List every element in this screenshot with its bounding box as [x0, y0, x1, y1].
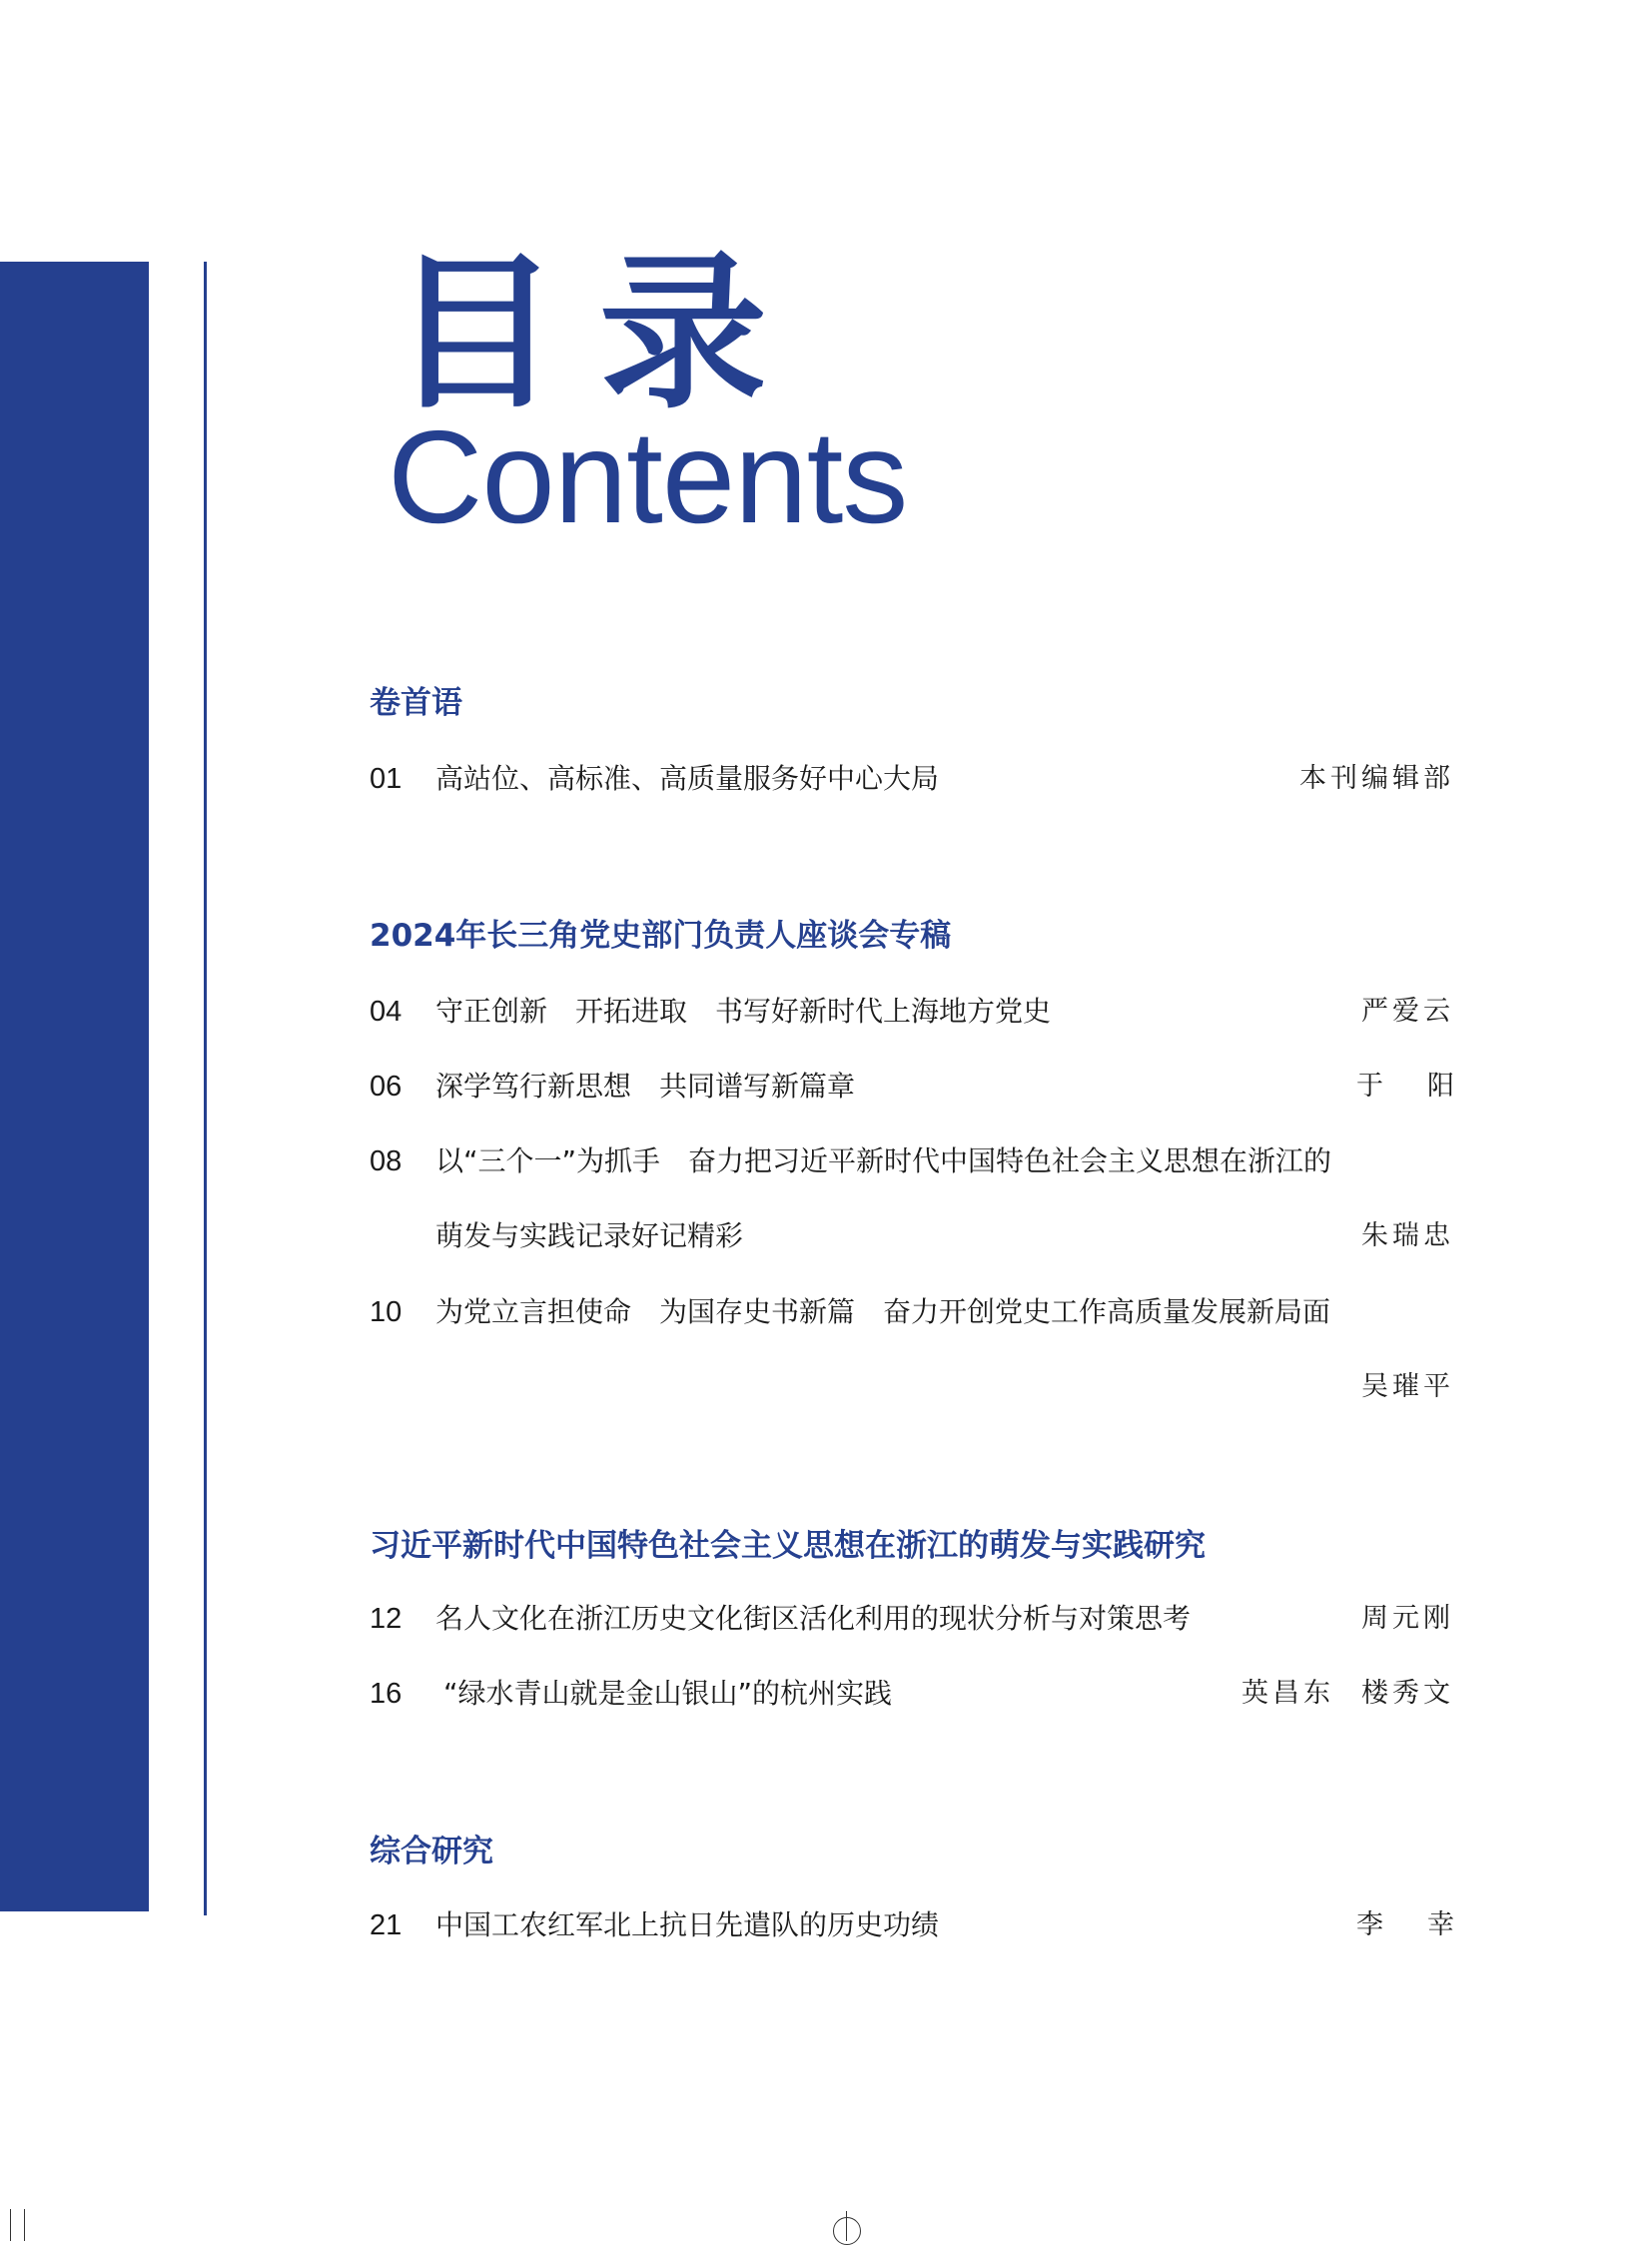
toc-entry-continuation[interactable]	[370, 1216, 1454, 1256]
entry-author-second: 楼秀文	[1361, 1678, 1454, 1709]
toc-entry[interactable]	[370, 1905, 1498, 1945]
entry-author: 吴璀平	[1361, 1371, 1454, 1402]
crop-mark	[10, 2209, 11, 2241]
page-title-cn: 目录	[392, 236, 807, 431]
toc-entry[interactable]	[370, 759, 1454, 799]
entry-title: 名人文化在浙江历史文化街区活化利用的现状分析与对策思考	[435, 1602, 1192, 1635]
toc-entry[interactable]	[370, 1292, 1454, 1332]
entry-author: 严爱云	[1361, 996, 1454, 1027]
page-number: 16	[370, 1678, 403, 1710]
page-number: 08	[370, 1145, 403, 1177]
registration-mark-line	[846, 2211, 847, 2241]
entry-author: 李幸	[1356, 1909, 1498, 1940]
section-heading: 综合研究	[370, 1834, 493, 1870]
toc-entry[interactable]	[370, 992, 1454, 1032]
side-color-bar	[0, 262, 149, 1911]
entry-title: 守正创新 开拓进取 书写好新时代上海地方党史	[435, 995, 1052, 1028]
section-heading: 习近平新时代中国特色社会主义思想在浙江的萌发与实践研究	[370, 1528, 1206, 1564]
entry-author: 于阳	[1356, 1071, 1498, 1102]
entry-author: 朱瑞忠	[1361, 1220, 1454, 1251]
entry-title: 高站位、高标准、高质量服务好中心大局	[435, 762, 940, 795]
toc-entry-author-line	[370, 1367, 1454, 1407]
entry-title: 中国工农红军北上抗日先遣队的历史功绩	[435, 1908, 940, 1941]
entry-author: 本刊编辑部	[1299, 763, 1454, 794]
page-number: 04	[370, 996, 403, 1028]
page-number: 06	[370, 1071, 403, 1103]
page-number: 21	[370, 1909, 403, 1941]
page-number: 01	[370, 763, 403, 795]
toc-entry[interactable]	[370, 1599, 1454, 1639]
page-title-en: Contents	[388, 403, 908, 550]
toc-entry[interactable]	[370, 1067, 1498, 1107]
toc-entry[interactable]	[370, 1674, 1454, 1714]
toc-entry[interactable]	[370, 1141, 1454, 1181]
entry-title: 深学笃行新思想 共同谱写新篇章	[435, 1070, 856, 1103]
page-number: 12	[370, 1603, 403, 1635]
entry-title: 为党立言担使命 为国存史书新篇 奋力开创党史工作高质量发展新局面	[435, 1295, 1331, 1328]
entry-title-continued: 萌发与实践记录好记精彩	[435, 1219, 744, 1252]
entry-title: “绿水青山就是金山银山”的杭州实践	[443, 1677, 893, 1710]
crop-mark	[24, 2209, 25, 2241]
section-heading: 2024年长三角党史部门负责人座谈会专稿	[370, 918, 952, 954]
entry-author: 周元刚	[1361, 1603, 1454, 1634]
vertical-rule	[204, 262, 207, 1915]
section-heading: 卷首语	[370, 685, 462, 721]
entry-author: 英昌东	[1241, 1678, 1334, 1709]
page-number: 10	[370, 1296, 403, 1328]
entry-title: 以“三个一”为抓手 奋力把习近平新时代中国特色社会主义思想在浙江的	[435, 1144, 1332, 1177]
